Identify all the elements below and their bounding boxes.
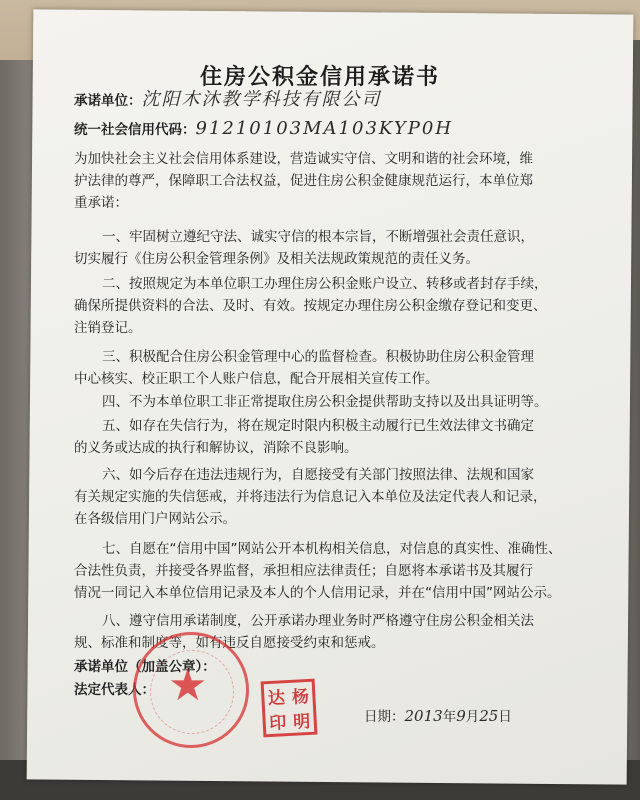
- body-line: 为加快社会主义社会信用体系建设，营造诚实守信、文明和谐的社会环境，维: [74, 151, 533, 167]
- date-row: [364, 707, 512, 726]
- unit-label: 承诺单位：: [74, 93, 142, 109]
- clause-2-line: 注销登记。: [74, 320, 142, 336]
- clause-6-line: 有关规定实施的失信惩戒，并将违法行为信息记入本单位及法定代表人和记录，: [74, 489, 547, 505]
- clause-6-line: 六、如今后存在违法违规行为，自愿接受有关部门按照法律、法规和国家: [102, 467, 534, 483]
- clause-8-line: 规、标准和制度等，如有违反自愿接受约束和惩戒。: [74, 635, 385, 651]
- clause-1-line: 切实履行《住房公积金管理条例》及相关法规政策规范的责任义务。: [74, 251, 479, 267]
- date-year: 2013: [404, 707, 443, 725]
- document-title: 住房公积金信用承诺书: [199, 65, 440, 90]
- clause-1-line: 一、牢固树立遵纪守法、诚实守信的根本宗旨，不断增强社会责任意识，: [102, 229, 534, 245]
- personal-seal-char: 达: [267, 688, 286, 710]
- unit-row: [74, 91, 382, 110]
- personal-seal-char: 印: [268, 713, 287, 735]
- clause-5-line: 五、如存在失信行为，将在规定时限内积极主动履行已生效法律文书确定: [102, 418, 534, 434]
- credit-code-row: [74, 120, 453, 139]
- clause-2-line: 二、按照规定为本单位职工办理住房公积金账户设立、转移或者封存手续，: [102, 276, 548, 292]
- credit-code-handwritten: 91210103MA103KYP0H: [195, 118, 454, 139]
- personal-seal-char: 明: [292, 711, 311, 733]
- date-day: 25: [479, 707, 499, 725]
- personal-seal-char: 杨: [291, 686, 310, 708]
- clause-2-line: 确保所提供资料的合法、及时、有效。按规定办理住房公积金缴存登记和变更、: [74, 298, 547, 314]
- unit-name-handwritten: 沈阳木沐教学科技有限公司: [141, 89, 382, 110]
- date-year-char: 年: [442, 709, 457, 725]
- date-month-char: 月: [465, 709, 480, 725]
- personal-seal: [261, 679, 318, 738]
- clause-6-line: 在各级信用门户网站公示。: [74, 511, 236, 527]
- clause-3-line: 三、积极配合住房公积金管理中心的监督检查。积极协助住房公积金管理: [102, 349, 534, 365]
- date-month: 9: [456, 707, 466, 725]
- body-line: 护法律的尊严，保障职工合法权益，促进住房公积金健康规范运行，本单位郑: [74, 173, 533, 189]
- credit-code-label: 统一社会信用代码：: [74, 122, 196, 138]
- legal-rep-label: 法定代表人：: [74, 682, 155, 698]
- clause-7-line: 七、自愿在“信用中国”网站公开本机构相关信息，对信息的真实性、准确性、: [102, 541, 562, 557]
- clause-4-line: 四、不为本单位职工非正常提取住房公积金提供帮助支持以及出具证明等。: [102, 394, 548, 410]
- clause-3-line: 中心核实、校正职工个人账户信息，配合开展相关宣传工作。: [74, 371, 439, 387]
- clause-5-line: 的义务或达成的执行和解协议，消除不良影响。: [74, 440, 358, 456]
- body-line: 重承诺：: [74, 195, 128, 211]
- company-seal-star-icon: ★: [168, 660, 208, 711]
- clause-7-line: 情况一同记入本单位信用记录及本人的个人信用记录，并在“信用中国”网站公示。: [74, 585, 561, 601]
- date-label: 日期：: [364, 709, 405, 725]
- clause-8-line: 八、遵守信用承诺制度，公开承诺办理业务时严格遵守住房公积金相关法: [102, 613, 534, 629]
- clause-7-line: 合法性负责，并接受各界监督，承担相应法律责任；自愿将本承诺书及其履行: [74, 563, 533, 579]
- sign-unit-label: 承诺单位（加盖公章）：: [74, 659, 216, 675]
- date-day-char: 日: [498, 709, 512, 725]
